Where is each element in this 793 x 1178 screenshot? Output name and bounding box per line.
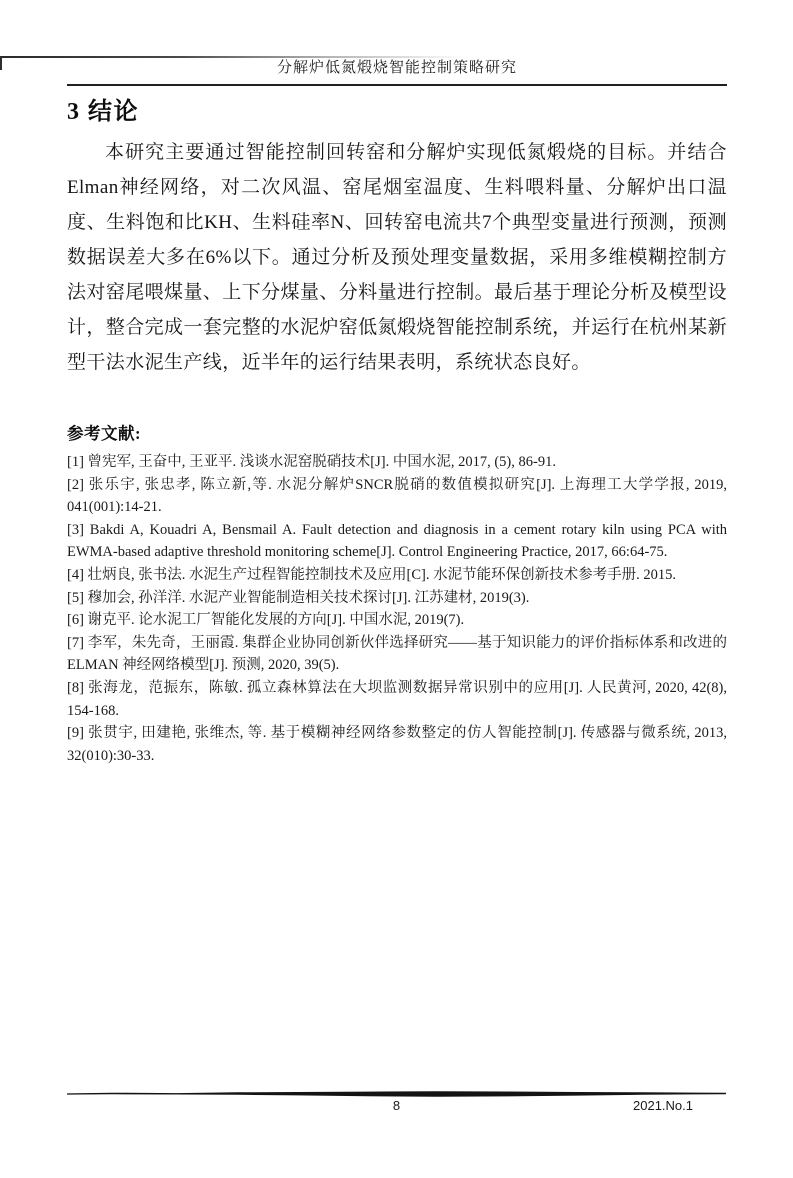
references-list	[67, 451, 727, 767]
references-heading: 参考文献:	[67, 424, 141, 443]
reference-item: [1] 曾宪军, 王奋中, 王亚平. 浅谈水泥窑脱硝技术[J]. 中国水泥, 2017, (5), 86-91.	[67, 454, 556, 470]
running-header-title: 分解炉低氮煅烧智能控制策略研究	[276, 60, 517, 76]
scan-edge-left	[0, 56, 2, 70]
reference-item: [2] 张乐宇, 张忠孝, 陈立新,等. 水泥分解炉SNCR脱硝的数值模拟研究[J]. 上海理工大学学报, 2019, 041(001):14-21.	[67, 476, 727, 516]
reference-item: [8] 张海龙，范振东，陈敏. 孤立森林算法在大坝监测数据异常识别中的应用[J]. 人民黄河, 2020, 42(8), 154-168.	[67, 679, 727, 719]
scan-edge-top	[0, 56, 600, 58]
reference-item: [9] 张贯宇, 田建艳, 张维杰, 等. 基于模糊神经网络参数整定的仿人智能控制[J]. 传感器与微系统, 2013, 32(010):30-33.	[67, 725, 727, 764]
reference-item: [5] 穆加会, 孙洋洋. 水泥产业智能制造相关技术探讨[J]. 江苏建材, 2019(3).	[67, 589, 530, 606]
reference-item: [3] Bakdi A, Kouadri A, Bensmail A. Fault detection and diagnosis in a cement rotary kiln using PCA with EWMA-based adaptive threshold monitoring scheme[J]. Control Engineering Practice, 2017, 66:64-75.	[67, 521, 727, 561]
reference-item: [6] 谢克平. 论水泥工厂智能化发展的方向[J]. 中国水泥, 2019(7).	[67, 612, 465, 629]
section-heading: 3 结论	[67, 99, 139, 125]
reference-item: [4] 壮炳良, 张书法. 水泥生产过程智能控制技术及应用[C]. 水泥节能环保创新技术参考手册. 2015.	[67, 566, 676, 583]
reference-item: [7] 李军，朱先奇，王丽霞. 集群企业协同创新伙伴选择研究——基于知识能力的评价指标体系和改进的ELMAN 神经网络模型[J]. 预测, 2020, 39(5).	[67, 634, 727, 674]
footer-page-number: 8	[392, 1098, 401, 1113]
conclusion-paragraph: 本研究主要通过智能控制回转窑和分解炉实现低氮煅烧的目标。并结合Elman神经网络，对二次风温、窑尾烟室温度、生料喂料量、分解炉出口温度、生料饱和比KH、生料硅率N、回转窑电流共7个典型变量进行预测，预测数据误差大多在6%以下。通过分析及预处理变量数据，采用多维模糊控制方法对窑尾喂煤量、上下分煤量、分料量进行控制。最后基于理论分析及模型设计，整合完成一套完整的水泥炉窑低氮煅烧智能控制系统，并运行在杭州某新型干法水泥生产线，近半年的运行结果表明，系统状态良好。	[67, 142, 727, 373]
header-rule	[67, 84, 727, 86]
document-page	[0, 56, 793, 1178]
footer-issue-label: 2021.No.1	[633, 1098, 693, 1113]
page-content	[0, 56, 793, 767]
